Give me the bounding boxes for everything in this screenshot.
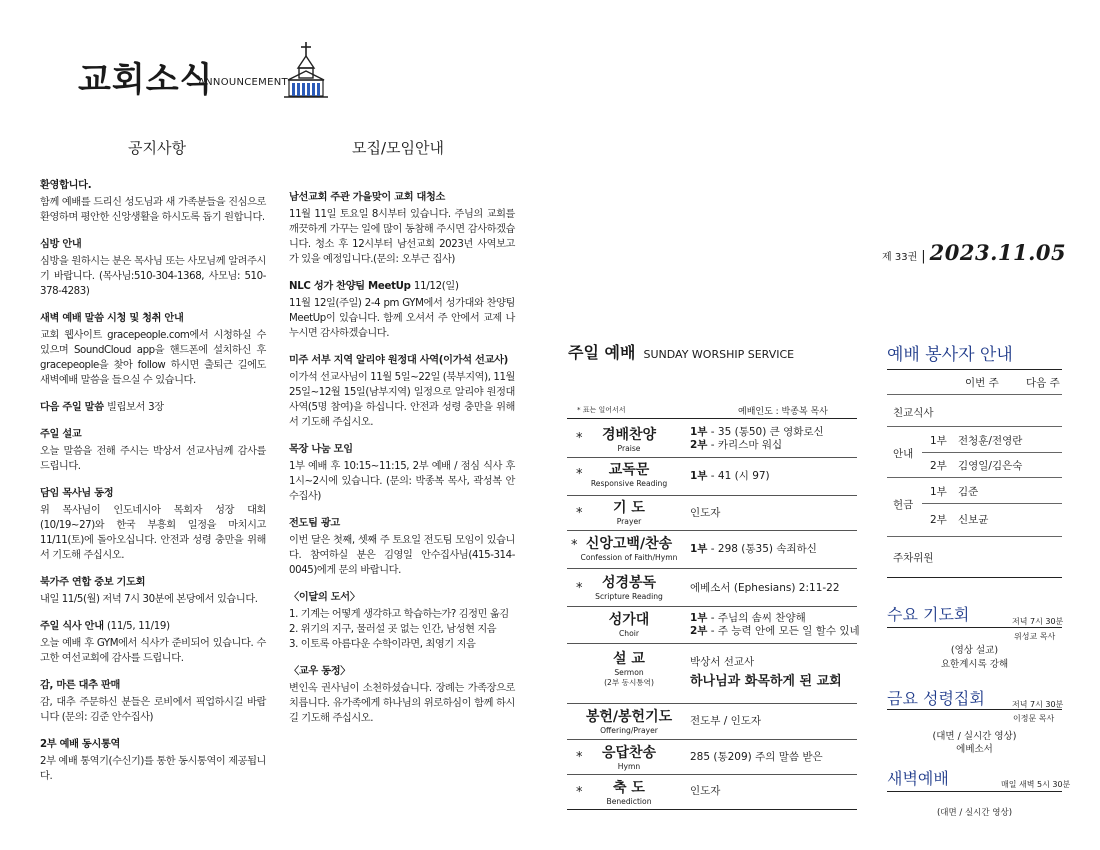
notice-item xyxy=(40,619,266,666)
fellowship-label: 친교식사 xyxy=(893,407,934,419)
worship-item-ko: 신앙고백/찬송 xyxy=(585,536,673,552)
meeting-leader: 이정문 목사 xyxy=(1013,714,1055,723)
notice-title-extra: (11/5, 11/19) xyxy=(107,621,170,632)
part-label: 1부 xyxy=(690,470,708,482)
usher-names: 전청훈/전영란 xyxy=(958,435,1023,447)
notice-title: 새벽 예배 말씀 시청 및 청취 안내 xyxy=(40,313,184,324)
notice-item xyxy=(40,237,266,299)
offering-part: 1부 xyxy=(930,486,947,498)
worship-item-ko: 경배찬양 xyxy=(601,427,657,443)
book-item: 3. 이토록 아름다운 수학이라면, 최영기 지음 xyxy=(289,639,476,650)
notice-item xyxy=(40,575,266,607)
issue-date: 2023.11.05 xyxy=(929,240,1067,265)
book-item: 2. 위기의 지구, 물러설 곳 없는 인간, 남성현 지음 xyxy=(289,624,497,635)
stand-marker: * xyxy=(576,581,583,596)
worship-row xyxy=(567,740,857,775)
recruit-item xyxy=(289,516,515,578)
recruit-item xyxy=(289,590,515,652)
usher-part: 2부 xyxy=(930,460,947,472)
meeting-time: 저녁 7시 30분 xyxy=(1012,700,1064,709)
notice-title-row xyxy=(40,400,266,415)
notice-item xyxy=(40,737,266,784)
worship-item-ko: 봉헌/봉헌기도 xyxy=(585,709,673,725)
col-next-week: 다음 주 xyxy=(1026,377,1060,389)
notice-title: 주일 설교 xyxy=(40,429,82,440)
notice-title: 심방 안내 xyxy=(40,239,82,250)
part-label: 1부 xyxy=(690,426,708,438)
worship-row xyxy=(567,458,857,496)
stand-marker: * xyxy=(576,785,583,800)
recruit-item xyxy=(289,279,515,341)
notice-body: 위 목사님이 인도네시아 목회자 성장 대회(10/19~27)와 한국 부흥회 일정을 마치시고 11/11(토)에 돌아오십니다. 안전과 성령 충만을 위해서 기도해 주십시오. xyxy=(40,505,266,561)
recruit-heading: 모집/모임안내 xyxy=(352,139,444,157)
notice-body: 오늘 예배 후 GYM에서 식사가 준비되어 있습니다. 수고한 여선교회에 감사를 드립니다. xyxy=(40,638,266,664)
page-title: 교회소식 xyxy=(78,60,214,100)
divider xyxy=(887,536,1062,537)
meeting-title: 수요 기도회 xyxy=(887,605,970,624)
worship-item-detail xyxy=(690,470,860,483)
worship-item-en: Offering/Prayer xyxy=(600,726,658,735)
recruit-body: 이가석 선교사님이 11월 5일~22일 (북부지역), 11월 25일~12월 15일(남부지역) 일정으로 알리야 원정대 사역(5명 참여)을 하십니다. 안전과 성령 충만을 위해서 기도해 주십시오. xyxy=(289,372,515,428)
detail-text: 에베소서 (Ephesians) 2:11-22 xyxy=(690,582,840,594)
worship-item-detail xyxy=(690,507,860,520)
recruit-item xyxy=(289,664,515,726)
recruit-title-extra: 11/12(일) xyxy=(413,281,459,292)
detail-text: 전도부 / 인도자 xyxy=(690,715,762,727)
notice-title: 환영합니다. xyxy=(40,180,92,191)
worship-item-detail xyxy=(690,785,860,798)
recruit-title: 남선교회 주관 가을맞이 교회 대청소 xyxy=(289,192,446,203)
issue-info xyxy=(882,240,1066,265)
recruit-item xyxy=(289,190,515,267)
part-label: 1부 xyxy=(690,543,708,555)
offering-names: 신보균 xyxy=(958,514,989,526)
recruit-body: 변인옥 권사님이 소천하셨습니다. 장례는 가족장으로 치릅니다. 유가족에게 하나님의 위로하심이 함께 하시길 기도해 주십시오. xyxy=(289,683,515,724)
divider xyxy=(887,791,1062,792)
col-this-week: 이번 주 xyxy=(965,377,999,389)
worship-row xyxy=(567,704,857,740)
notice-title: 주일 식사 안내 xyxy=(40,621,104,632)
worship-title-en: SUNDAY WORSHIP SERVICE xyxy=(643,348,795,361)
usher-names: 김영일/김은숙 xyxy=(958,460,1023,472)
meeting-line: (영상 설교) xyxy=(950,645,999,656)
worship-note: * 표는 일어서서 xyxy=(577,406,626,414)
worship-item-en: Choir xyxy=(619,629,639,638)
worship-item-name xyxy=(573,499,685,527)
notice-body: 내일 11/5(월) 저녁 7시 30분에 본당에서 있습니다. xyxy=(40,594,258,605)
notice-body: 감, 대추 주문하신 분들은 로비에서 픽업하시길 바랍니다 (문의: 김준 안수집사) xyxy=(40,697,266,723)
detail-text: 285 (통209) 주의 말씀 받은 xyxy=(690,751,823,763)
issue-separator: | xyxy=(921,249,926,264)
notices-list xyxy=(40,178,266,796)
worship-item-ko: 성경봉독 xyxy=(601,575,657,591)
part-label: 2부 xyxy=(690,625,708,637)
offering-label: 헌금 xyxy=(893,499,914,511)
worship-item-en: Confession of Faith/Hymn xyxy=(580,553,678,562)
recruit-body: 11월 12일(주일) 2-4 pm GYM에서 성가대와 찬양팀 MeetUp이 있습니다. 함께 오셔서 주 안에서 교제 나누시면 감사하겠습니다. xyxy=(289,298,515,339)
divider xyxy=(887,369,1062,370)
meeting-line: 에베소서 xyxy=(956,744,993,755)
worship-item-ko: 축 도 xyxy=(613,780,645,796)
recruit-item xyxy=(289,442,515,504)
stand-marker: * xyxy=(576,506,583,521)
notice-body: 교회 웹사이트 gracepeople.com에서 시청하실 수 있으며 SoundCloud app을 핸드폰에 설치하신 후 gracepeople을 찾아 follow 하시면 출퇴근 길에도 새벽예배 말씀을 들으실 수 있습니다. xyxy=(40,330,266,386)
stand-marker: * xyxy=(576,467,583,482)
recruit-title: 목장 나눔 모임 xyxy=(289,444,353,455)
recruit-list xyxy=(289,190,515,738)
notice-body: 심방을 원하시는 분은 목사님 또는 사모님께 알려주시기 바랍니다. (목사님:510-304-1368, 사모님: 510-378-4283) xyxy=(40,256,266,297)
worship-item-en: Benediction xyxy=(606,797,652,806)
worship-title-ko: 주일 예배 xyxy=(568,343,636,362)
worship-item-name xyxy=(573,744,685,772)
meeting-time: 매일 새벽 5시 30분 xyxy=(1001,780,1071,789)
worship-row xyxy=(567,775,857,810)
worship-row xyxy=(567,419,857,458)
detail-text: 인도자 xyxy=(690,507,721,519)
divider xyxy=(922,452,1062,453)
notice-item xyxy=(40,427,266,474)
meeting-time: 저녁 7시 30분 xyxy=(1012,617,1064,626)
worship-item-name xyxy=(573,779,685,807)
recruit-title: NLC 성가 찬양팀 MeetUp xyxy=(289,281,411,292)
recruit-item xyxy=(289,353,515,430)
worship-row xyxy=(567,496,857,531)
worship-item-name xyxy=(573,426,685,454)
meeting-title: 금요 성령집회 xyxy=(887,689,985,708)
notice-item xyxy=(40,486,266,563)
meeting-title: 새벽예배 xyxy=(887,769,949,788)
notices-heading: 공지사항 xyxy=(128,139,186,157)
worship-item-name xyxy=(573,611,685,639)
page-subtitle: ANNOUNCEMENT xyxy=(198,77,288,88)
meeting-line: (대면 / 실시간 영상) xyxy=(936,808,1013,818)
worship-row-sermon xyxy=(567,644,857,704)
worship-item-ko: 교독문 xyxy=(608,462,650,478)
notice-title: 담임 목사님 동정 xyxy=(40,488,114,499)
detail-text: - 298 (통35) 속죄하신 xyxy=(707,543,817,555)
worship-item-en: Prayer xyxy=(616,517,642,526)
preacher: 박상서 선교사 xyxy=(690,656,755,668)
detail-text: - 41 (시 97) xyxy=(707,470,770,482)
notice-item xyxy=(40,400,266,415)
notice-body: 오늘 말씀을 전해 주시는 박상서 선교사님께 감사를 드립니다. xyxy=(40,446,266,472)
staff-title: 예배 봉사자 안내 xyxy=(887,345,1013,365)
worship-item-ko: 설 교 xyxy=(613,651,645,667)
notice-item xyxy=(40,311,266,388)
worship-item-ko: 응답찬송 xyxy=(601,745,657,761)
notice-body: 함께 예배를 드리신 성도님과 새 가족분들을 진심으로 환영하며 평안한 신앙생활을 하시도록 돕기 원합니다. xyxy=(40,197,266,223)
worship-title xyxy=(568,340,794,363)
detail-text: - 35 (통50) 큰 영화로신 xyxy=(707,426,824,438)
worship-item-detail xyxy=(690,582,860,595)
worship-item-en: Sermon xyxy=(614,668,644,677)
notice-title: 다음 주일 말씀 xyxy=(40,402,104,413)
worship-item-ko: 성가대 xyxy=(608,612,650,628)
divider xyxy=(887,627,1062,628)
worship-item-name xyxy=(573,461,685,489)
divider xyxy=(887,477,1062,478)
worship-row xyxy=(567,607,860,644)
recruit-body: 1부 예배 후 10:15~11:15, 2부 예배 / 점심 식사 후 1시~2시에 있습니다. (문의: 박종복 목사, 곽성복 안수집사) xyxy=(289,461,515,502)
notice-item xyxy=(40,178,266,225)
worship-item-detail xyxy=(690,656,860,688)
notice-title: 2부 예배 동시통역 xyxy=(40,739,121,750)
worship-item-detail xyxy=(690,715,860,728)
recruit-title: 미주 서부 지역 알리야 원정대 사역(이가석 선교사) xyxy=(289,355,509,366)
offering-part: 2부 xyxy=(930,514,947,526)
divider xyxy=(887,577,1062,578)
worship-item-detail xyxy=(690,426,860,452)
worship-item-name xyxy=(573,650,685,688)
worship-item-detail xyxy=(690,751,860,764)
detail-text: 인도자 xyxy=(690,785,721,797)
divider xyxy=(887,394,1062,395)
notice-title: 감, 마른 대추 판매 xyxy=(40,680,121,691)
part-label: 2부 xyxy=(690,439,708,451)
worship-item-en: Scripture Reading xyxy=(595,592,663,601)
notice-title: 북가주 연합 중보 기도회 xyxy=(40,577,146,588)
church-icon xyxy=(284,40,328,98)
detail-text: - 주 능력 안에 모든 일 할수 있네 xyxy=(707,625,860,637)
recruit-title: 〈교우 동정〉 xyxy=(289,666,351,677)
sermon-title: 하나님과 화목하게 된 교회 xyxy=(690,674,842,689)
notice-title-row xyxy=(40,619,266,634)
worship-item-en: Praise xyxy=(617,444,641,453)
worship-item-en: Responsive Reading xyxy=(590,479,668,488)
notice-title-extra: 빌립보서 3장 xyxy=(107,402,164,413)
worship-leader: 예배인도 : 박종복 목사 xyxy=(738,407,828,417)
notice-item xyxy=(40,678,266,725)
stand-marker: * xyxy=(571,538,578,553)
divider xyxy=(922,503,1062,504)
book-item: 1. 기계는 어떻게 생각하고 학습하는가? 김정민 옮김 xyxy=(289,609,509,620)
meeting-line: 요한계시록 강해 xyxy=(940,659,1009,670)
parking-label: 주차위원 xyxy=(893,552,934,564)
worship-item-en: Hymn xyxy=(617,762,641,771)
recruit-body: 이번 달은 첫째, 셋째 주 토요일 전도팀 모임이 있습니다. 참여하실 분은 김영일 안수집사님(415-314-0045)에게 문의 바랍니다. xyxy=(289,535,515,576)
worship-item-detail xyxy=(690,612,860,638)
worship-row xyxy=(567,569,857,607)
worship-row xyxy=(567,531,857,569)
usher-part: 1부 xyxy=(930,435,947,447)
divider xyxy=(887,426,1062,427)
recruit-title: 〈이달의 도서〉 xyxy=(289,592,360,603)
recruit-title-row xyxy=(289,279,515,294)
worship-item-note: (2부 동시통역) xyxy=(604,678,654,687)
issue-volume: 제 33권 xyxy=(882,252,918,263)
divider xyxy=(887,709,1062,710)
offering-names: 김준 xyxy=(958,486,979,498)
part-label: 1부 xyxy=(690,612,708,624)
worship-item-name xyxy=(573,708,685,736)
meeting-leader: 위성교 목사 xyxy=(1014,632,1056,641)
stand-marker: * xyxy=(576,750,583,765)
usher-label: 안내 xyxy=(893,448,914,460)
worship-item-ko: 기 도 xyxy=(613,500,645,516)
book-list xyxy=(289,607,515,652)
worship-item-name xyxy=(573,535,685,563)
recruit-body: 11월 11일 토요일 8시부터 있습니다. 주님의 교회를 깨끗하게 가꾸는 일에 많이 동참해 주시면 감사하겠습니다. 청소 후 12시부터 남선교회 2023년 사역보고가 있을 예정입니다.(문의: 오부근 집사) xyxy=(289,209,515,265)
notice-body: 2부 예배 통역기(수신기)를 통한 동시통역이 제공됩니다. xyxy=(40,756,266,782)
recruit-title: 전도팀 광고 xyxy=(289,518,340,529)
detail-text: - 카리스마 워십 xyxy=(707,439,783,451)
stand-marker: * xyxy=(576,431,583,446)
meeting-line: (대면 / 실시간 영상) xyxy=(932,731,1017,742)
worship-item-name xyxy=(573,574,685,602)
detail-text: - 주님의 솜씨 찬양해 xyxy=(707,612,806,624)
worship-item-detail xyxy=(690,543,860,556)
